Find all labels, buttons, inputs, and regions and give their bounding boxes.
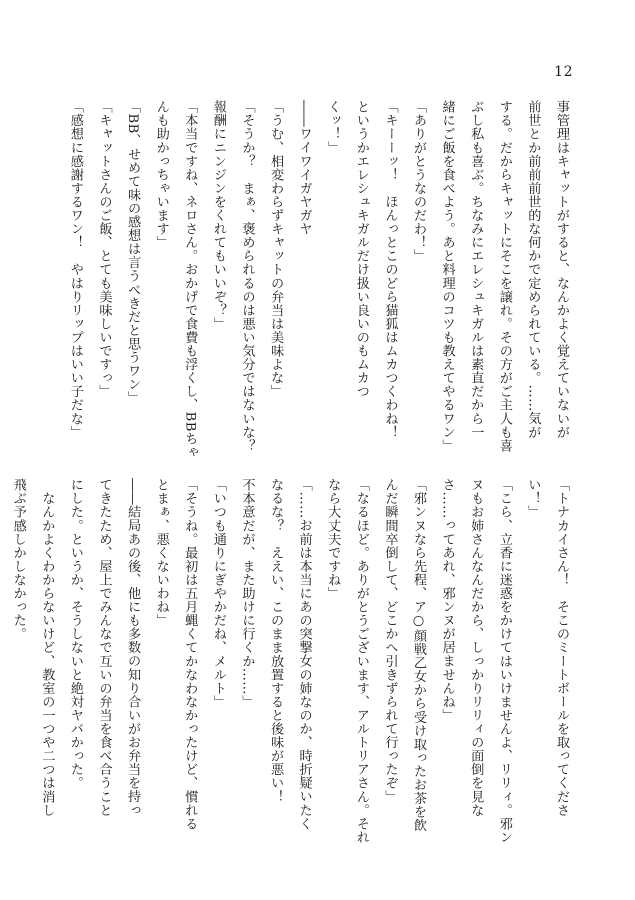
text-line: というかエレシュキガルだけ扱い良いのもムカつ [353,100,369,399]
text-line: にした。というか、そうしないと絶対ヤバかった。 [67,478,83,790]
text-line: 緒にご飯を食べよう。あと料理のコツも教えてやるワン」 [439,100,455,453]
text-line: 「キャットさんのご飯、とても美味しいですっ」 [96,100,112,399]
text-line: ヌもお姉さんなんだから、しっかりリリィの面倒を見な [468,478,484,817]
text-line: い！」 [525,478,541,519]
text-line: 「感想に感謝するワン！ やはりリップはいい子だな」 [67,100,83,439]
lower-text-block [3,478,575,844]
text-line: くッ！」 [325,100,341,155]
text-line: 「……お前は本当にあの突撃女の姉なのか、時折疑いたく [296,478,312,831]
text-line: さ……ってあれ、邪ンヌが居ませんね」 [439,478,455,722]
text-line: 「そうね。最初は五月蝿くてかなわなかったけど、慣れる [182,478,198,831]
text-line: 「なるほど。ありがとうございます、アルトリアさん。それ [353,478,369,844]
text-line: 「ありがとうなのだわ！」 [411,100,427,263]
text-line: 「そうか？ まぁ、褒められるのは悪い気分ではないな？ [239,100,255,453]
text-line: 飛ぶ予感しかしなかった。 [10,478,26,641]
text-line: 報酬にニンジンをくれてもいいぞ？」 [210,100,226,331]
text-line: 事管理はキャットがすると、なんかよく覚えていないが [554,100,569,439]
text-line: する。だからキャットにそこを譲れ。その方がご主人も喜 [496,100,512,453]
text-line: んだ瞬間卒倒して、どこかへ引きずられて行ったぞ」 [382,478,398,804]
text-line: ――ワイワイガヤガヤ [296,100,312,236]
text-line: 不本意だが、また助けに行くか……」 [239,478,255,709]
text-line: 「トナカイさん！ そこのミートボールを取ってくださ [554,478,569,817]
text-line: 「本当ですね、ネロさん。おかげで食費も浮くし、BBちゃ [182,100,198,459]
text-line: 「キーーッ！ ほんっとこのどら猫狐はムカつくわね！ [382,100,398,439]
text-line: んも助かっちゃいます」 [153,100,169,250]
text-line: 「邪ンヌなら先程、ア○顔戦乙女から受け取ったお茶を飲 [411,478,427,833]
page-number: 12 [554,64,573,80]
text-line: てきたため、屋上でみんなで互いの弁当を食べ合うこと [96,478,112,817]
text-line: 「うむ、相変わらずキャットの弁当は美味よな」 [268,100,284,399]
text-line: ぶし私も喜ぶ。ちなみにエレシュキガルは素直だから一 [468,100,484,439]
text-line: 「BB、せめて味の感想は言うべきだと思うワン」 [125,100,141,405]
text-line: なるな？ ええい、このまま放置すると後味が悪い！ [268,478,284,804]
text-line: なんかよくわからないけど、教室の一つや二つは消し [39,478,55,817]
text-line: 前世とか前前前世的な何かで定められている。……気が [525,100,541,439]
text-line: 「こら、立香に迷惑をかけてはいけませんよ、リリィ。邪ン [496,478,512,844]
text-line: とまぁ、悪くないわね」 [153,478,169,628]
text-line: 「いつも通りにぎやかだね、メルト」 [210,478,226,709]
upper-text-block [60,100,575,459]
text-line: ――結局あの後、他にも多数の知り合いがお弁当を持っ [125,478,141,817]
text-line: なら大丈夫ですね」 [325,478,341,600]
